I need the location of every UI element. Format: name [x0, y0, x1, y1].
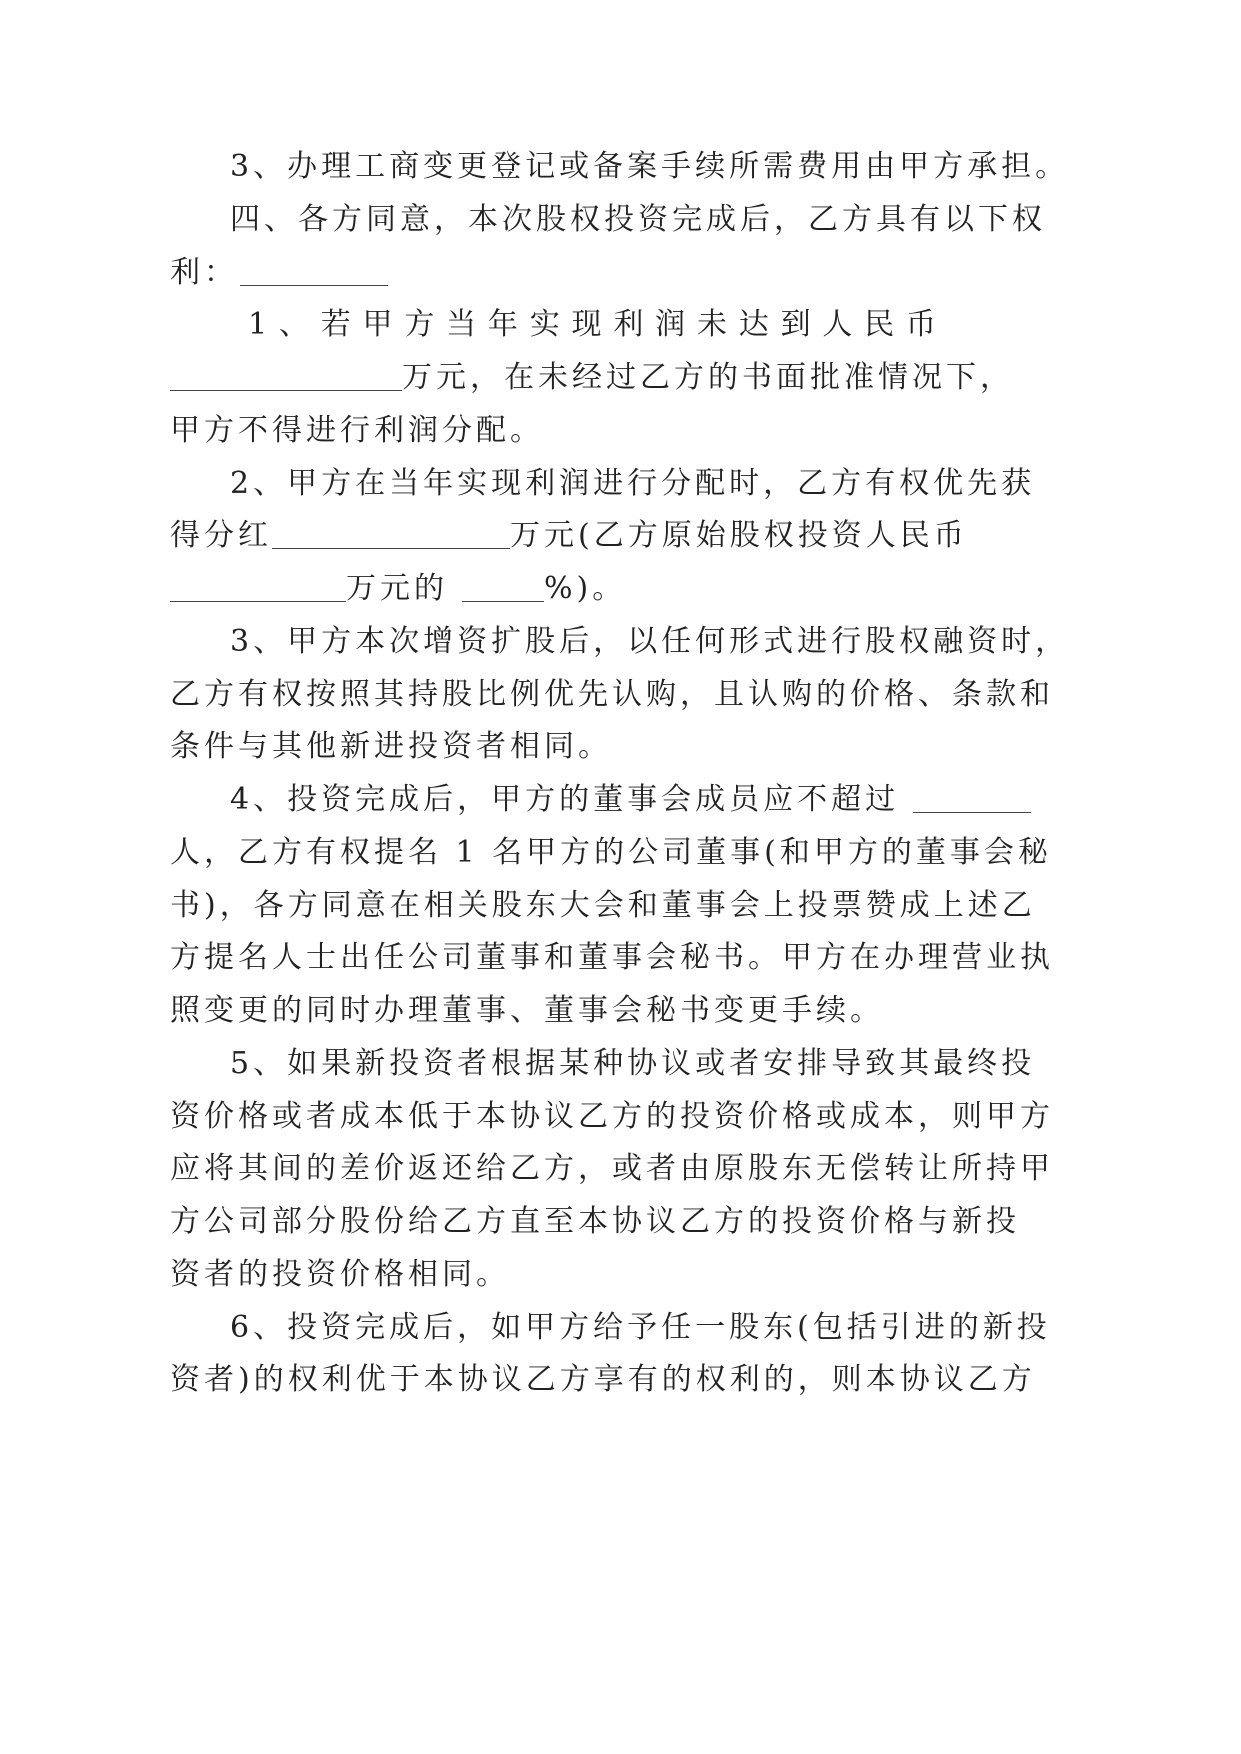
text-line: 2、甲方在当年实现利润进行分配时，乙方有权优先获	[230, 466, 1036, 501]
fill-in-blank	[272, 518, 510, 549]
text-line	[170, 559, 626, 619]
text-line: 5、如果新投资者根据某种协议或者安排导致其最终投	[230, 1046, 1036, 1081]
text-line: 方提名人士出任公司董事和董事会秘书。甲方在办理营业执	[170, 940, 1054, 975]
text-line: 1、若甲方当年实现利润未达到人民币	[248, 307, 940, 342]
text-span: %)。	[544, 571, 627, 606]
text-line: 人，乙方有权提名 1 名甲方的公司董事(和甲方的董事会秘	[170, 835, 1052, 870]
text-line	[170, 243, 388, 303]
text-line: 资者)的权利优于本协议乙方享有的权利的，则本协议乙方	[170, 1362, 1036, 1397]
text-line: 甲方不得进行利润分配。	[170, 413, 544, 448]
text-line	[230, 770, 1031, 830]
text-span: 4、投资完成后，甲方的董事会成员应不超过	[230, 782, 900, 817]
text-line: 照变更的同时办理董事、董事会秘书变更手续。	[170, 993, 884, 1028]
text-line: 3、甲方本次增资扩股后，以任何形式进行股权融资时，	[230, 624, 1070, 659]
text-line: 应将其间的差价返还给乙方，或者由原股东无偿转让所持甲	[170, 1151, 1054, 1186]
text-line: 6、投资完成后，如甲方给予任一股东(包括引进的新投	[230, 1310, 1051, 1345]
text-line: 方公司部分股份给乙方直至本协议乙方的投资价格与新投	[170, 1204, 1020, 1239]
text-span: 万元(乙方原始股权投资人民币	[510, 518, 968, 553]
fill-in-blank	[913, 782, 1031, 813]
text-line: 书)，各方同意在相关股东大会和董事会上投票赞成上述乙	[170, 888, 1036, 923]
text-line: 条件与其他新进投资者相同。	[170, 729, 612, 764]
text-line	[170, 348, 1014, 408]
text-line: 乙方有权按照其持股比例优先认购，且认购的价格、条款和	[170, 677, 1054, 712]
text-span: 万元，在未经过乙方的书面批准情况下，	[402, 360, 1014, 395]
text-line	[170, 506, 968, 566]
fill-in-blank	[462, 571, 544, 602]
text-line: 资价格或者成本低于本协议乙方的投资价格或成本，则甲方	[170, 1099, 1054, 1134]
text-line: 3、办理工商变更登记或备案手续所需费用由甲方承担。	[230, 149, 1070, 184]
fill-in-blank	[240, 255, 388, 286]
text-span: 利：	[170, 255, 238, 290]
fill-in-blank	[170, 571, 346, 602]
text-span: 得分红	[170, 518, 272, 553]
fill-in-blank	[170, 360, 402, 391]
text-span: 万元的	[346, 571, 448, 606]
text-line: 四、各方同意，本次股权投资完成后，乙方具有以下权	[230, 202, 1046, 237]
text-line: 资者的投资价格相同。	[170, 1257, 510, 1292]
